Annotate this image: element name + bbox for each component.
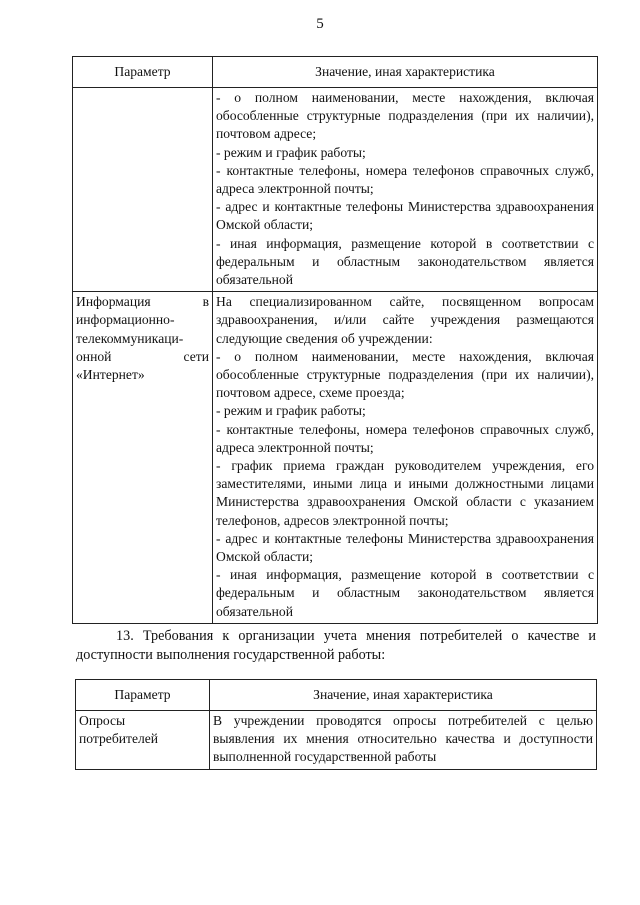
row1-line-2: - режим и график работы; bbox=[216, 144, 366, 160]
header-param: Параметр bbox=[76, 680, 210, 711]
table-header-row bbox=[76, 680, 597, 711]
row-param-surveys: Опросы потребителей bbox=[76, 711, 210, 770]
row2-param: Информация в информационно-телекоммуникаци-онной сети «Интернет» bbox=[73, 292, 213, 624]
row2-line-6: - адрес и контактные телефоны Министерства здравоохранения Омской области; bbox=[216, 530, 594, 565]
row2-line-7: - иная информация, размещение которой в соответствии с федеральным и областным законодательством является обязательной bbox=[216, 567, 594, 619]
row2-line-2: - о полном наименовании, месте нахождения, включая обособленные структурные подразделения (при их наличии), почтовом адресе, схеме проезда; bbox=[216, 348, 594, 401]
row1-line-3: - контактные телефоны, номера телефонов справочных служб, адреса электронной почты; bbox=[216, 162, 594, 197]
row2-line-5: - график приема граждан руководителем учреждения, его заместителями, иными лица и иными должностными лицами Министерства здравоохранения Омской области с указанием телефонов, адресов электронной почты; bbox=[216, 458, 594, 528]
row1-value bbox=[213, 88, 598, 292]
row2-line-4: - контактные телефоны, номера телефонов справочных служб, адреса электронной почты; bbox=[216, 421, 594, 455]
row2-value bbox=[213, 292, 598, 624]
table-header-row bbox=[73, 57, 598, 88]
row1-line-5: - иная информация, размещение которой в соответствии с федеральным и областным законодательством является обязательной bbox=[216, 235, 594, 288]
header-value: Значение, иная характеристика bbox=[213, 57, 598, 88]
row-value-surveys: В учреждении проводятся опросы потребителей с целью выявления их мнения относительно качества и доступности выполненной государственной работы bbox=[210, 711, 597, 770]
table-requirements-info bbox=[72, 56, 598, 624]
table-consumer-opinion bbox=[75, 679, 597, 770]
row1-line-1: - о полном наименовании, месте нахождения, включая обособленные структурные подразделения (при их наличии), почтовом адресе; bbox=[216, 90, 594, 142]
table-row bbox=[76, 711, 597, 770]
section-13-paragraph: 13. Требования к организации учета мнения потребителей о качестве и доступности выполнения государственной работы: bbox=[76, 628, 596, 663]
header-value: Значение, иная характеристика bbox=[210, 680, 597, 711]
row1-line-4: - адрес и контактные телефоны Министерства здравоохранения Омской области; bbox=[216, 199, 594, 233]
row2-line-1: На специализированном сайте, посвященном вопросам здравоохранения, и/или сайте учреждения размещаются следующие сведения об учреждении: bbox=[216, 294, 594, 346]
table-row bbox=[73, 292, 598, 624]
page-number: 5 bbox=[316, 16, 324, 32]
row2-line-3: - режим и график работы; bbox=[216, 403, 366, 419]
header-param: Параметр bbox=[73, 57, 213, 88]
table-row bbox=[73, 88, 598, 292]
row1-param bbox=[73, 88, 213, 292]
